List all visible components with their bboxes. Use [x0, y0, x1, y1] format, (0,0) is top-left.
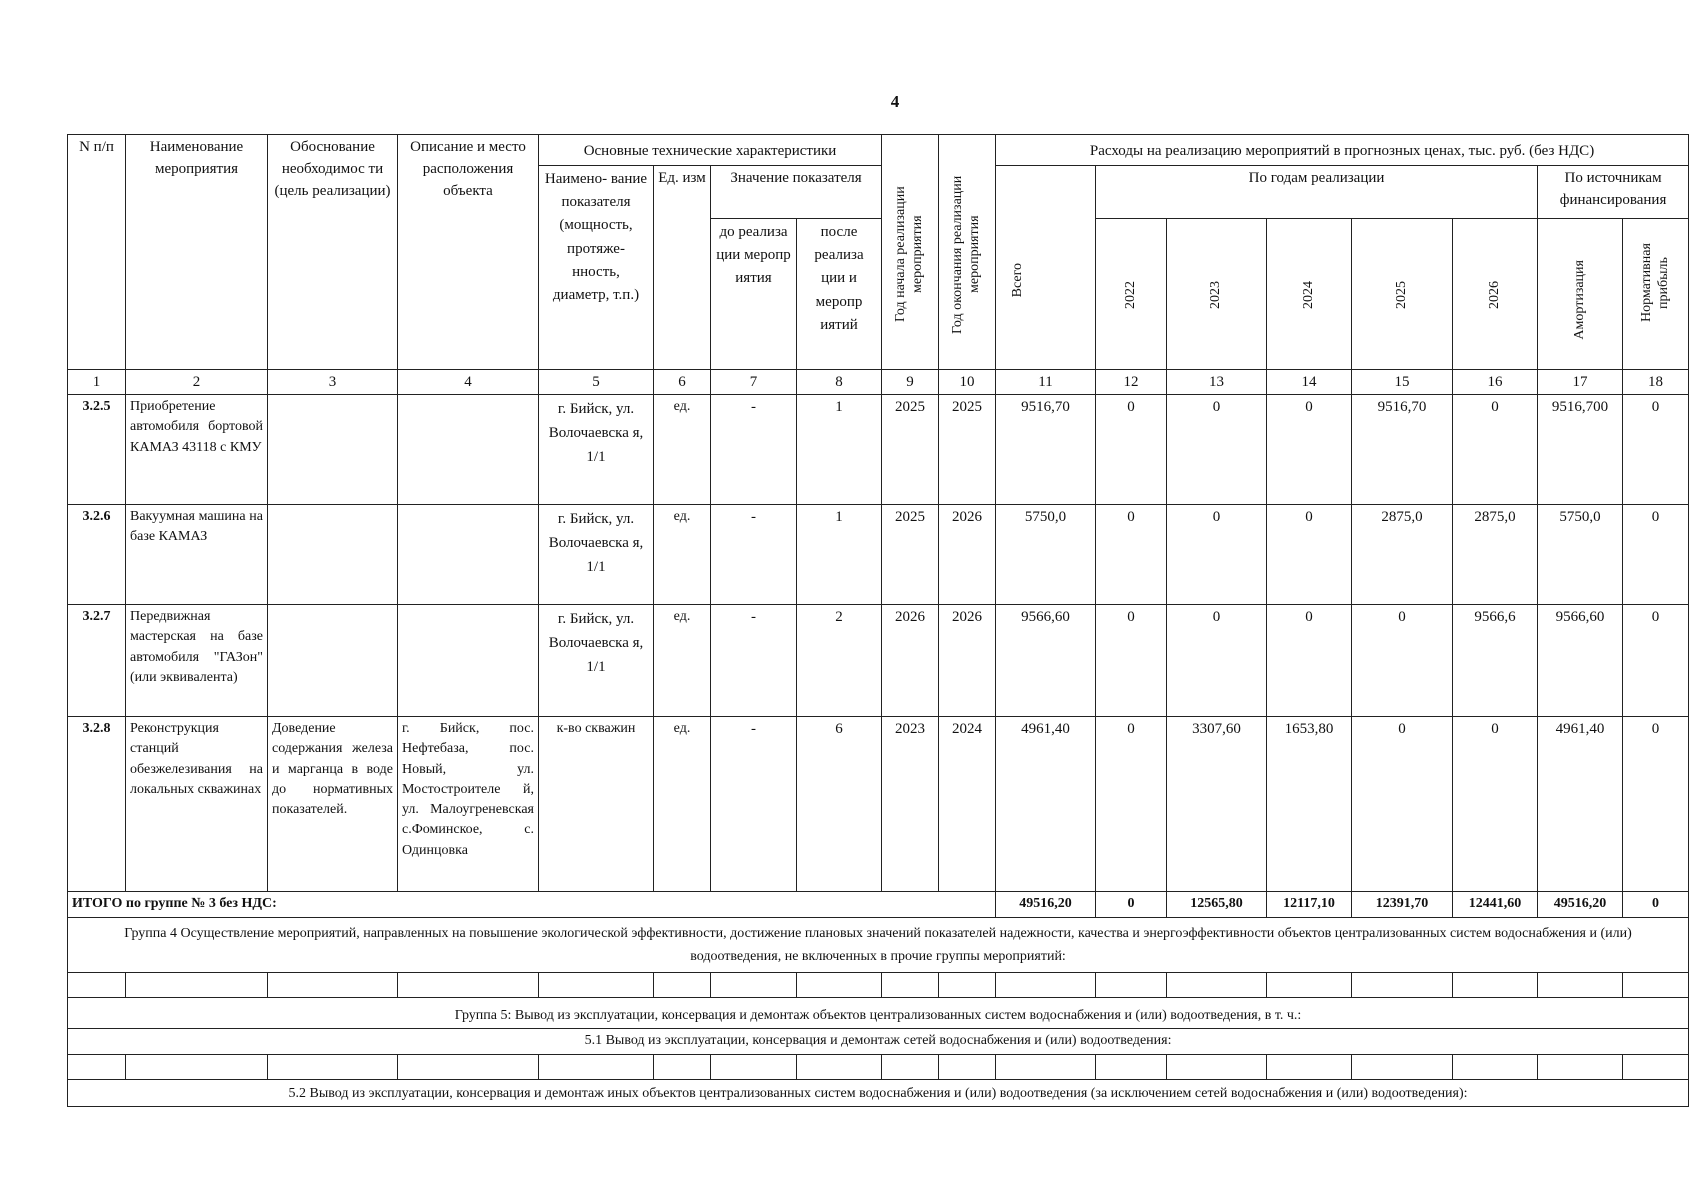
col-num: 2 [126, 370, 268, 395]
row-indicator: г. Бийск, ул. Волочаевска я, 1/1 [539, 605, 654, 717]
row-profit: 0 [1623, 717, 1689, 892]
col-num: 16 [1453, 370, 1538, 395]
header-start-year-text: Год начала реализации мероприятия [893, 186, 926, 323]
year-2022-text: 2022 [1122, 281, 1138, 310]
row-y2022: 0 [1096, 717, 1167, 892]
table-row [68, 505, 1689, 605]
header-profit [1623, 218, 1689, 369]
amortization-text: Амортизация [1571, 259, 1587, 340]
group-4-row [68, 918, 1689, 973]
row-y2023: 0 [1167, 605, 1267, 717]
row-reason [268, 395, 398, 505]
header-row-1 [68, 135, 1689, 166]
header-end-year [939, 135, 996, 370]
row-reason: Доведение содержания железа и марганца в воде до нормативных показателей. [268, 717, 398, 892]
row-before: - [711, 505, 797, 605]
row-y2025: 0 [1352, 717, 1453, 892]
col-num: 18 [1623, 370, 1689, 395]
group-4-title: Группа 4 Осуществление мероприятий, направленных на повышение экологической эффективности, достижение плановых значений показателей надежности, качества и энергоэффективности объектов централизованных систем водоснабжения и (или) водоотведения, не включенных в прочие группы мероприятий: [68, 918, 1689, 973]
row-amortization: 9566,60 [1538, 605, 1623, 717]
group-5-2-title: 5.2 Вывод из эксплуатации, консервация и демонтаж иных объектов централизованных систем водоснабжения и (или) водоотведения (за исключением сетей водоснабжения и (или) водоотведения): [68, 1079, 1689, 1106]
col-num: 13 [1167, 370, 1267, 395]
row-description [398, 505, 539, 605]
row-y2024: 0 [1267, 605, 1352, 717]
col-num: 1 [68, 370, 126, 395]
group-5-1-row [68, 1029, 1689, 1054]
row-y2023: 0 [1167, 505, 1267, 605]
row-total: 9566,60 [996, 605, 1096, 717]
row-unit: ед. [654, 395, 711, 505]
empty-row [68, 1054, 1689, 1079]
header-reason: Обоснование необходимос ти (цель реализации) [268, 135, 398, 370]
header-amortization [1538, 218, 1623, 369]
header-value: Значение показателя [711, 165, 882, 218]
row-start: 2025 [882, 395, 939, 505]
row-name: Вакуумная машина на базе КАМАЗ [126, 505, 268, 605]
row-y2023: 0 [1167, 395, 1267, 505]
empty-row [68, 973, 1689, 998]
row-end: 2025 [939, 395, 996, 505]
profit-text: Нормативная прибыль [1638, 243, 1671, 323]
header-before: до реализа ции меропр иятия [711, 218, 797, 369]
row-total: 9516,70 [996, 395, 1096, 505]
total-y2026: 12441,60 [1453, 892, 1538, 918]
col-num: 11 [996, 370, 1096, 395]
header-end-year-text: Год окончания реализации мероприятия [950, 175, 983, 334]
row-before: - [711, 605, 797, 717]
row-unit: ед. [654, 505, 711, 605]
row-name: Реконструкция станций обезжелезивания на локальных скважинах [126, 717, 268, 892]
year-2024-text: 2024 [1300, 281, 1316, 310]
page-number: 4 [890, 92, 900, 111]
row-y2024: 1653,80 [1267, 717, 1352, 892]
row-y2022: 0 [1096, 605, 1167, 717]
header-year-2025 [1352, 218, 1453, 369]
row-description: г. Бийск, пос. Нефтебаза, пос. Новый, ул. Мостостроителе й, ул. Малоугреневская с.Фоминское, с. Одинцовка [398, 717, 539, 892]
header-by-years: По годам реализации [1096, 165, 1538, 218]
row-before: - [711, 395, 797, 505]
row-y2022: 0 [1096, 395, 1167, 505]
row-number: 3.2.8 [68, 717, 126, 892]
col-num: 10 [939, 370, 996, 395]
row-end: 2026 [939, 605, 996, 717]
header-indicator-name: Наимено- вание показателя (мощность, протяже- нность, диаметр, т.п.) [539, 165, 654, 369]
col-num: 8 [797, 370, 882, 395]
row-y2026: 0 [1453, 717, 1538, 892]
header-total-text: Всего [1010, 262, 1026, 298]
column-numbers-row [68, 370, 1689, 395]
total-y2022: 0 [1096, 892, 1167, 918]
row-y2024: 0 [1267, 395, 1352, 505]
row-profit: 0 [1623, 505, 1689, 605]
header-sources: По источникам финансирования [1538, 165, 1689, 218]
row-y2026: 0 [1453, 395, 1538, 505]
row-description [398, 395, 539, 505]
header-description: Описание и место расположения объекта [398, 135, 539, 370]
row-y2024: 0 [1267, 505, 1352, 605]
year-2023-text: 2023 [1208, 281, 1224, 310]
col-num: 17 [1538, 370, 1623, 395]
group-5-2-row [68, 1079, 1689, 1106]
total-sum: 49516,20 [996, 892, 1096, 918]
row-y2022: 0 [1096, 505, 1167, 605]
col-num: 12 [1096, 370, 1167, 395]
row-start: 2026 [882, 605, 939, 717]
group-5-row [68, 998, 1689, 1029]
year-2025-text: 2025 [1393, 281, 1409, 310]
row-after: 1 [797, 505, 882, 605]
row-description [398, 605, 539, 717]
table-row [68, 605, 1689, 717]
group-5-1-title: 5.1 Вывод из эксплуатации, консервация и демонтаж сетей водоснабжения и (или) водоотведения: [68, 1029, 1689, 1054]
total-y2025: 12391,70 [1352, 892, 1453, 918]
row-y2025: 2875,0 [1352, 505, 1453, 605]
header-tech: Основные технические характеристики [539, 135, 882, 166]
header-year-2023 [1167, 218, 1267, 369]
row-profit: 0 [1623, 605, 1689, 717]
col-num: 14 [1267, 370, 1352, 395]
row-name: Приобретение автомобиля бортовой КАМАЗ 43118 с КМУ [126, 395, 268, 505]
col-num: 4 [398, 370, 539, 395]
header-total [996, 165, 1096, 369]
header-unit: Ед. изм [654, 165, 711, 369]
total-profit: 0 [1623, 892, 1689, 918]
total-y2024: 12117,10 [1267, 892, 1352, 918]
row-reason [268, 605, 398, 717]
header-year-2026 [1453, 218, 1538, 369]
total-y2023: 12565,80 [1167, 892, 1267, 918]
header-year-2024 [1267, 218, 1352, 369]
col-num: 6 [654, 370, 711, 395]
row-y2025: 9516,70 [1352, 395, 1453, 505]
header-name: Наименование мероприятия [126, 135, 268, 370]
row-before: - [711, 717, 797, 892]
group-5-title: Группа 5: Вывод из эксплуатации, консервация и демонтаж объектов централизованных систем водоснабжения и (или) водоотведения, в т. ч.: [68, 998, 1689, 1029]
row-y2023: 3307,60 [1167, 717, 1267, 892]
year-2026-text: 2026 [1486, 281, 1502, 310]
row-amortization: 5750,0 [1538, 505, 1623, 605]
row-profit: 0 [1623, 395, 1689, 505]
table-row [68, 395, 1689, 505]
row-unit: ед. [654, 605, 711, 717]
row-y2026: 9566,6 [1453, 605, 1538, 717]
col-num: 5 [539, 370, 654, 395]
row-total: 5750,0 [996, 505, 1096, 605]
total-label: ИТОГО по группе № 3 без НДС: [68, 892, 996, 918]
row-total: 4961,40 [996, 717, 1096, 892]
investment-table [67, 134, 1689, 1107]
header-after: после реализа ции и меропр иятий [797, 218, 882, 369]
col-num: 7 [711, 370, 797, 395]
row-after: 1 [797, 395, 882, 505]
row-amortization: 4961,40 [1538, 717, 1623, 892]
header-start-year [882, 135, 939, 370]
row-number: 3.2.5 [68, 395, 126, 505]
row-name: Передвижная мастерская на базе автомобиля "ГАЗон" (или эквивалента) [126, 605, 268, 717]
row-number: 3.2.6 [68, 505, 126, 605]
row-end: 2024 [939, 717, 996, 892]
col-num: 3 [268, 370, 398, 395]
row-end: 2026 [939, 505, 996, 605]
row-after: 2 [797, 605, 882, 717]
row-indicator: к-во скважин [539, 717, 654, 892]
row-amortization: 9516,700 [1538, 395, 1623, 505]
header-year-2022 [1096, 218, 1167, 369]
row-unit: ед. [654, 717, 711, 892]
row-start: 2023 [882, 717, 939, 892]
header-expenses: Расходы на реализацию мероприятий в прогнозных ценах, тыс. руб. (без НДС) [996, 135, 1689, 166]
col-num: 9 [882, 370, 939, 395]
row-y2026: 2875,0 [1453, 505, 1538, 605]
row-start: 2025 [882, 505, 939, 605]
row-number: 3.2.7 [68, 605, 126, 717]
table-row [68, 717, 1689, 892]
row-indicator: г. Бийск, ул. Волочаевска я, 1/1 [539, 395, 654, 505]
header-n: N п/п [68, 135, 126, 370]
row-after: 6 [797, 717, 882, 892]
total-amortization: 49516,20 [1538, 892, 1623, 918]
col-num: 15 [1352, 370, 1453, 395]
row-y2025: 0 [1352, 605, 1453, 717]
total-row [68, 892, 1689, 918]
row-indicator: г. Бийск, ул. Волочаевска я, 1/1 [539, 505, 654, 605]
row-reason [268, 505, 398, 605]
